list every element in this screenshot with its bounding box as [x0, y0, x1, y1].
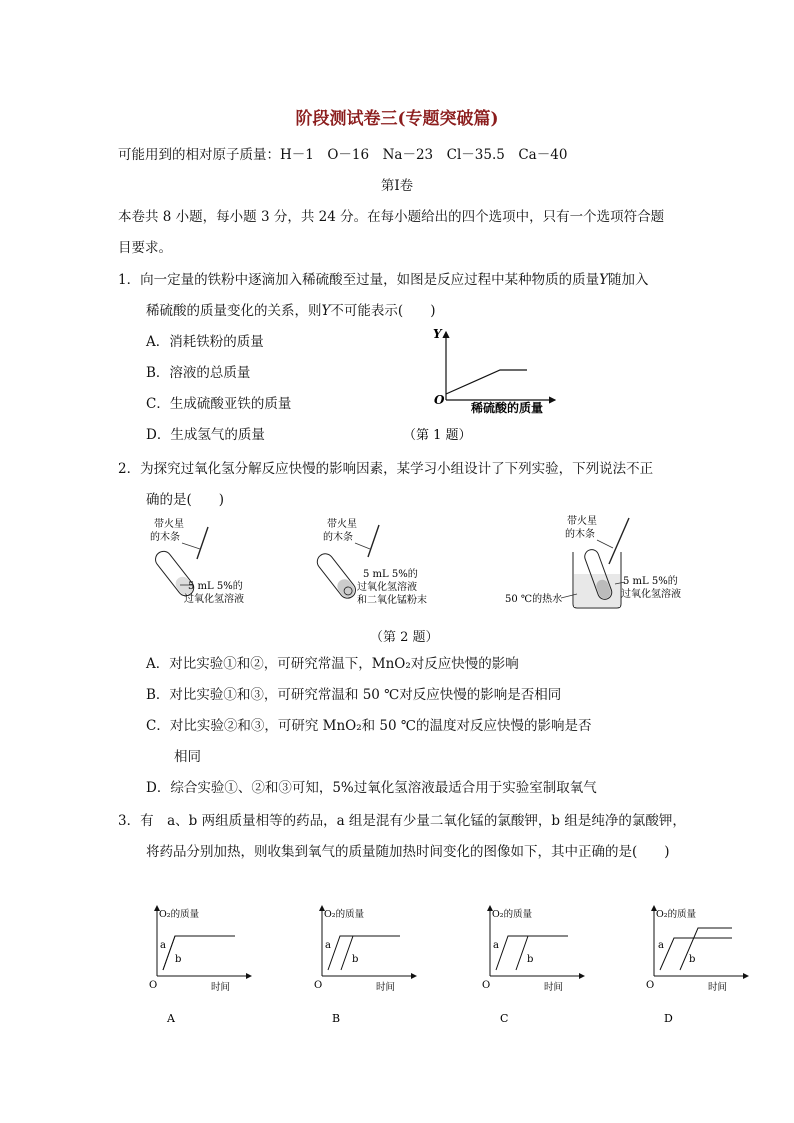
q3-graph-a: [149, 906, 251, 1025]
y-axis-label: O₂的质量: [324, 909, 365, 920]
q3-graphs: [145, 900, 765, 1030]
y-axis-label: O₂的质量: [492, 909, 533, 920]
q2-option-b[interactable]: B．对比实验①和③，可研究常温和 50 ℃对反应快慢的影响是否相同: [146, 687, 562, 703]
origin-label: O: [646, 980, 655, 991]
option-letter: D: [664, 1012, 673, 1025]
q1-caption: （第 1 题）: [403, 428, 472, 443]
q2-stem-line2: 确的是( ): [146, 492, 225, 508]
wooden-splint: [368, 525, 379, 557]
wooden-splint: [197, 527, 208, 559]
q2-experiment-2: [315, 515, 455, 615]
label-a: a: [493, 940, 499, 951]
q1-stem-line2: 稀硫酸的质量变化的关系，则Y不可能表示( ): [146, 303, 436, 319]
instructions-line1: 本卷共 8 小题，每小题 3 分，共 24 分。在每小题给出的四个选项中，只有一个选项符合题: [118, 209, 665, 225]
curve-b: [680, 928, 732, 970]
curve-a: [328, 936, 400, 970]
q3-graph-b: [314, 906, 416, 1025]
y-axis-label: O₂的质量: [656, 909, 697, 920]
label-a: a: [658, 940, 664, 951]
svg-text:过氧化氢溶液: 过氧化氢溶液: [357, 582, 417, 593]
q2-option-d[interactable]: D．综合实验①、②和③可知，5%过氧化氢溶液最适合用于实验室制取氧气: [146, 780, 597, 796]
q1-graph: [403, 322, 575, 447]
label-b: b: [352, 954, 359, 965]
q3-stem-line2: 将药品分别加热，则收集到氧气的质量随加热时间变化的图像如下，其中正确的是( ): [146, 844, 670, 860]
q3-stem-line1: 3．有 a、b 两组质量相等的药品，a 组是混有少量二氧化锰的氯酸钾，b 组是纯净的氯酸钾，: [118, 813, 686, 829]
q3-graph-d: [646, 906, 748, 1025]
curve-a: [163, 936, 235, 970]
x-axis-label: 时间: [708, 982, 728, 993]
q1-origin: O: [434, 393, 445, 407]
curve-a: [660, 938, 732, 970]
test-tube: [314, 551, 359, 602]
q2-option-c-cont: 相同: [174, 749, 201, 765]
y-axis-label: O₂的质量: [159, 909, 200, 920]
q2-experiment-1: [140, 515, 270, 615]
beaker: [573, 552, 621, 608]
svg-text:5 mL 5%的: 5 mL 5%的: [623, 576, 678, 587]
svg-text:带火星: 带火星: [327, 519, 357, 530]
svg-text:过氧化氢溶液: 过氧化氢溶液: [621, 589, 681, 600]
option-letter: C: [500, 1012, 509, 1025]
q2-hot-water-label: 50 ℃的热水: [505, 594, 563, 605]
q2-stem-line1: 2．为探究过氧化氢分解反应快慢的影响因素，某学习小组设计了下列实验，下列说法不正: [118, 461, 654, 477]
label-b: b: [527, 954, 534, 965]
label-b: b: [175, 954, 182, 965]
option-letter: A: [167, 1012, 175, 1025]
label-a: a: [325, 940, 331, 951]
q2-option-a[interactable]: A．对比实验①和②，可研究常温下，MnO₂对反应快慢的影响: [146, 656, 519, 672]
svg-text:5 mL 5%的: 5 mL 5%的: [188, 581, 243, 592]
q1-y-var: Y: [599, 272, 609, 288]
x-axis-label: 时间: [211, 982, 231, 993]
x-axis-label: 时间: [376, 982, 396, 993]
svg-text:的木条: 的木条: [323, 532, 353, 543]
q2-caption: （第 2 题）: [370, 630, 439, 645]
section-heading: 第Ⅰ卷: [380, 178, 414, 194]
q1-option-c[interactable]: C．生成硫酸亚铁的质量: [146, 396, 292, 412]
page-title: 阶段测试卷三(专题突破篇): [295, 109, 499, 129]
svg-text:过氧化氢溶液: 过氧化氢溶液: [184, 594, 244, 605]
wooden-splint: [609, 518, 629, 564]
q1-y-label: Y: [433, 327, 442, 341]
q1-option-d[interactable]: D．生成氢气的质量: [146, 427, 265, 443]
origin-label: O: [149, 980, 158, 991]
option-letter: B: [332, 1012, 341, 1025]
label-a: a: [160, 940, 166, 951]
svg-text:的木条: 的木条: [565, 529, 595, 540]
svg-text:5 mL 5%的: 5 mL 5%的: [363, 569, 418, 580]
x-axis-label: 时间: [544, 982, 564, 993]
svg-text:带火星: 带火星: [154, 519, 184, 530]
atomic-mass-line: 可能用到的相对原子质量：H－1 O－16 Na－23 Cl－35.5 Ca－40: [118, 147, 568, 163]
instructions-line2: 目要求。: [118, 240, 172, 256]
origin-label: O: [482, 980, 491, 991]
q1-option-b[interactable]: B．溶液的总质量: [146, 365, 251, 381]
q1-stem-line1: 1．向一定量的铁粉中逐滴加入稀硫酸至过量，如图是反应过程中某种物质的质量Y随加入: [118, 272, 649, 288]
q1-option-a[interactable]: A．消耗铁粉的质量: [146, 334, 264, 350]
q1-x-label: 稀硫酸的质量: [471, 401, 544, 415]
origin-label: O: [314, 980, 323, 991]
q2-experiment-3: [505, 512, 695, 612]
svg-text:的木条: 的木条: [150, 532, 180, 543]
q2-option-c[interactable]: C．对比实验②和③，可研究 MnO₂和 50 ℃的温度对反应快慢的影响是否: [146, 718, 592, 734]
q1-curve: [446, 370, 527, 394]
svg-text:带火星: 带火星: [567, 516, 597, 527]
q3-graph-c: [482, 906, 584, 1025]
svg-text:和二氧化锰粉末: 和二氧化锰粉末: [357, 595, 427, 606]
label-b: b: [689, 954, 696, 965]
